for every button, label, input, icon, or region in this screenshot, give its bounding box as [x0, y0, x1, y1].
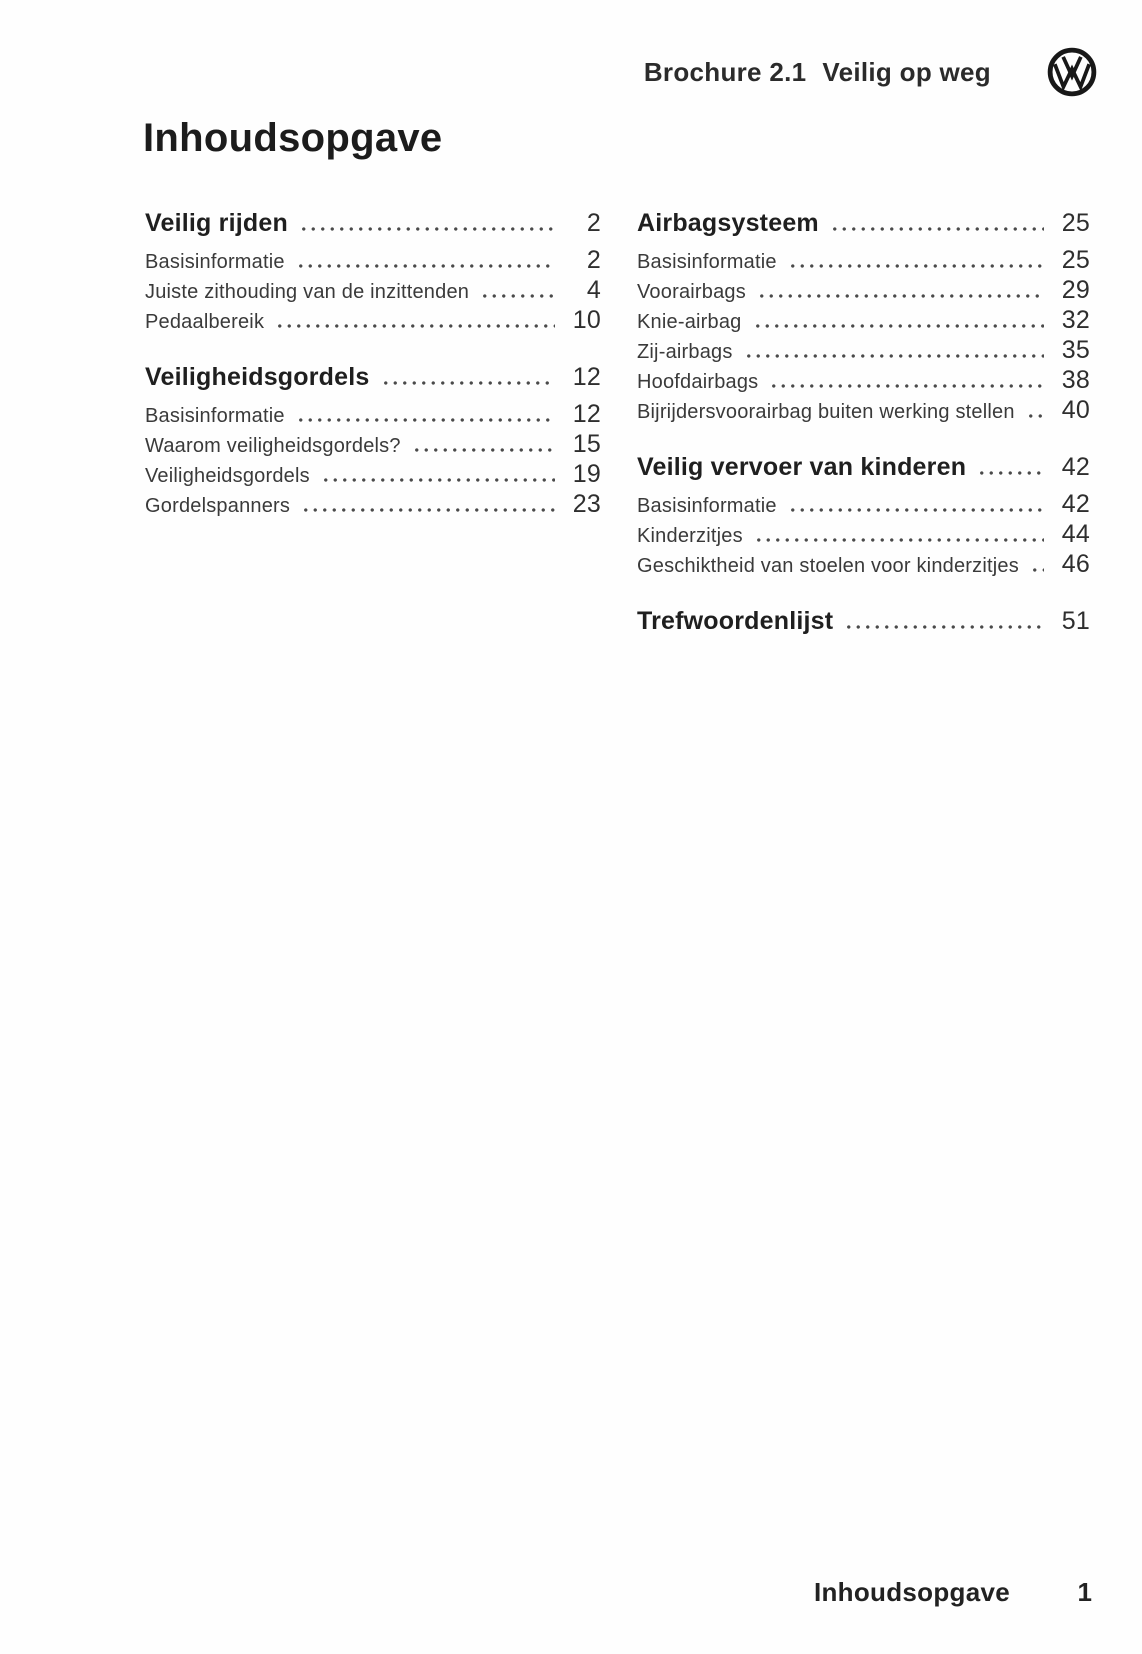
toc-item [637, 276, 1090, 306]
toc-item-label: Pedaalbereik [145, 311, 265, 333]
toc-item [637, 366, 1090, 396]
dot-leader [321, 478, 555, 482]
toc-item [145, 460, 601, 490]
page-title: Inhoudsopgave [143, 116, 443, 160]
toc-page-number: 10 [572, 306, 601, 334]
toc-page-number: 25 [1061, 246, 1090, 274]
dot-leader [844, 625, 1044, 629]
footer-page-number: 1 [1077, 1577, 1092, 1607]
toc-item-label: Bijrijdersvoorairbag buiten werking stellen [637, 401, 1015, 423]
dot-leader [480, 294, 555, 298]
page-header [0, 46, 1097, 98]
toc-item-label: Basisinformatie [637, 251, 777, 273]
dot-leader [296, 418, 555, 422]
dot-leader [744, 354, 1044, 358]
toc-page-number: 46 [1061, 550, 1090, 578]
dot-leader [299, 227, 555, 231]
toc-item [145, 306, 601, 336]
toc-item-label: Gordelspanners [145, 495, 291, 517]
toc-item-label: Kinderzitjes [637, 525, 743, 547]
toc-section-title: Veilig vervoer van kinderen [637, 453, 967, 481]
brochure-title [644, 57, 991, 88]
toc-page-number: 42 [1061, 490, 1090, 518]
dot-leader [830, 227, 1044, 231]
dot-leader [412, 448, 555, 452]
toc-item [637, 550, 1090, 580]
toc-heading-veilig-rijden [145, 206, 601, 240]
dot-leader [977, 471, 1044, 475]
toc-item [637, 490, 1090, 520]
toc-page-number: 51 [1061, 607, 1090, 635]
toc-section-title: Trefwoordenlijst [637, 607, 834, 635]
toc-page-number: 23 [572, 490, 601, 518]
toc-item-label: Waarom veiligheidsgordels? [145, 435, 401, 457]
toc-item-label: Voorairbags [637, 281, 746, 303]
toc-item-label: Zij-airbags [637, 341, 733, 363]
dot-leader [275, 324, 555, 328]
brochure-subtitle: Veilig op weg [822, 56, 991, 87]
toc-item-label: Geschiktheid van stoelen voor kinderzitjes [637, 555, 1019, 577]
toc-page-number: 40 [1061, 396, 1090, 424]
toc-item-label: Basisinformatie [145, 405, 285, 427]
dot-leader [757, 294, 1044, 298]
toc-item-label: Basisinformatie [145, 251, 285, 273]
dot-leader [788, 508, 1044, 512]
toc-page-number: 15 [572, 430, 601, 458]
toc-item [637, 396, 1090, 426]
toc-section-veiligheidsgordels [145, 360, 601, 520]
toc-column-right [637, 206, 1090, 644]
toc-page-number: 19 [572, 460, 601, 488]
toc-page-number: 4 [586, 276, 601, 304]
dot-leader [1026, 414, 1044, 418]
dot-leader [1030, 568, 1044, 572]
toc-page-number: 44 [1061, 520, 1090, 548]
toc-section-veilig-rijden [145, 206, 601, 336]
toc-section-trefwoordenlijst [637, 604, 1090, 638]
toc-item [145, 430, 601, 460]
toc-item [637, 520, 1090, 550]
toc-page-number: 42 [1061, 453, 1090, 481]
toc-heading-airbagsysteem [637, 206, 1090, 240]
toc-item [637, 336, 1090, 366]
toc-page-number: 35 [1061, 336, 1090, 364]
toc-column-left [145, 206, 601, 644]
toc-page-number: 12 [572, 400, 601, 428]
toc-item [145, 490, 601, 520]
dot-leader [296, 264, 555, 268]
brochure-number: Brochure 2.1 [643, 56, 807, 87]
toc-page-number: 32 [1061, 306, 1090, 334]
dot-leader [753, 324, 1045, 328]
toc-item [145, 246, 601, 276]
toc-page-number: 2 [586, 209, 601, 237]
toc-item-label: Knie-airbag [637, 311, 742, 333]
toc-heading-veiligheidsgordels [145, 360, 601, 394]
toc-page-number: 29 [1061, 276, 1090, 304]
toc-item [145, 400, 601, 430]
toc-page-number: 2 [586, 246, 601, 274]
toc-page-number: 12 [572, 363, 601, 391]
page-footer [814, 1577, 1092, 1608]
toc-heading-veilig-vervoer-van-kinderen [637, 450, 1090, 484]
dot-leader [301, 508, 555, 512]
toc-section-title: Veilig rijden [145, 209, 288, 237]
toc-item-label: Basisinformatie [637, 495, 777, 517]
dot-leader [381, 381, 556, 385]
toc-page-number: 38 [1061, 366, 1090, 394]
toc-item-label: Juiste zithouding van de inzittenden [145, 281, 470, 303]
toc-item [145, 276, 601, 306]
toc-heading-trefwoordenlijst [637, 604, 1090, 638]
toc-section-airbagsysteem [637, 206, 1090, 426]
toc-item [637, 246, 1090, 276]
toc-item-label: Hoofdairbags [637, 371, 759, 393]
toc-section-title: Airbagsysteem [637, 209, 819, 237]
vw-logo-icon [1047, 47, 1097, 97]
toc-item [637, 306, 1090, 336]
dot-leader [769, 384, 1044, 388]
footer-section-label: Inhoudsopgave [813, 1577, 1010, 1607]
dot-leader [754, 538, 1044, 542]
toc-page-number: 25 [1061, 209, 1090, 237]
toc-section-title: Veiligheidsgordels [145, 363, 370, 391]
toc-section-veilig-vervoer-van-kinderen [637, 450, 1090, 580]
dot-leader [788, 264, 1044, 268]
toc-columns [145, 206, 1090, 644]
toc-item-label: Veiligheidsgordels [145, 465, 310, 487]
